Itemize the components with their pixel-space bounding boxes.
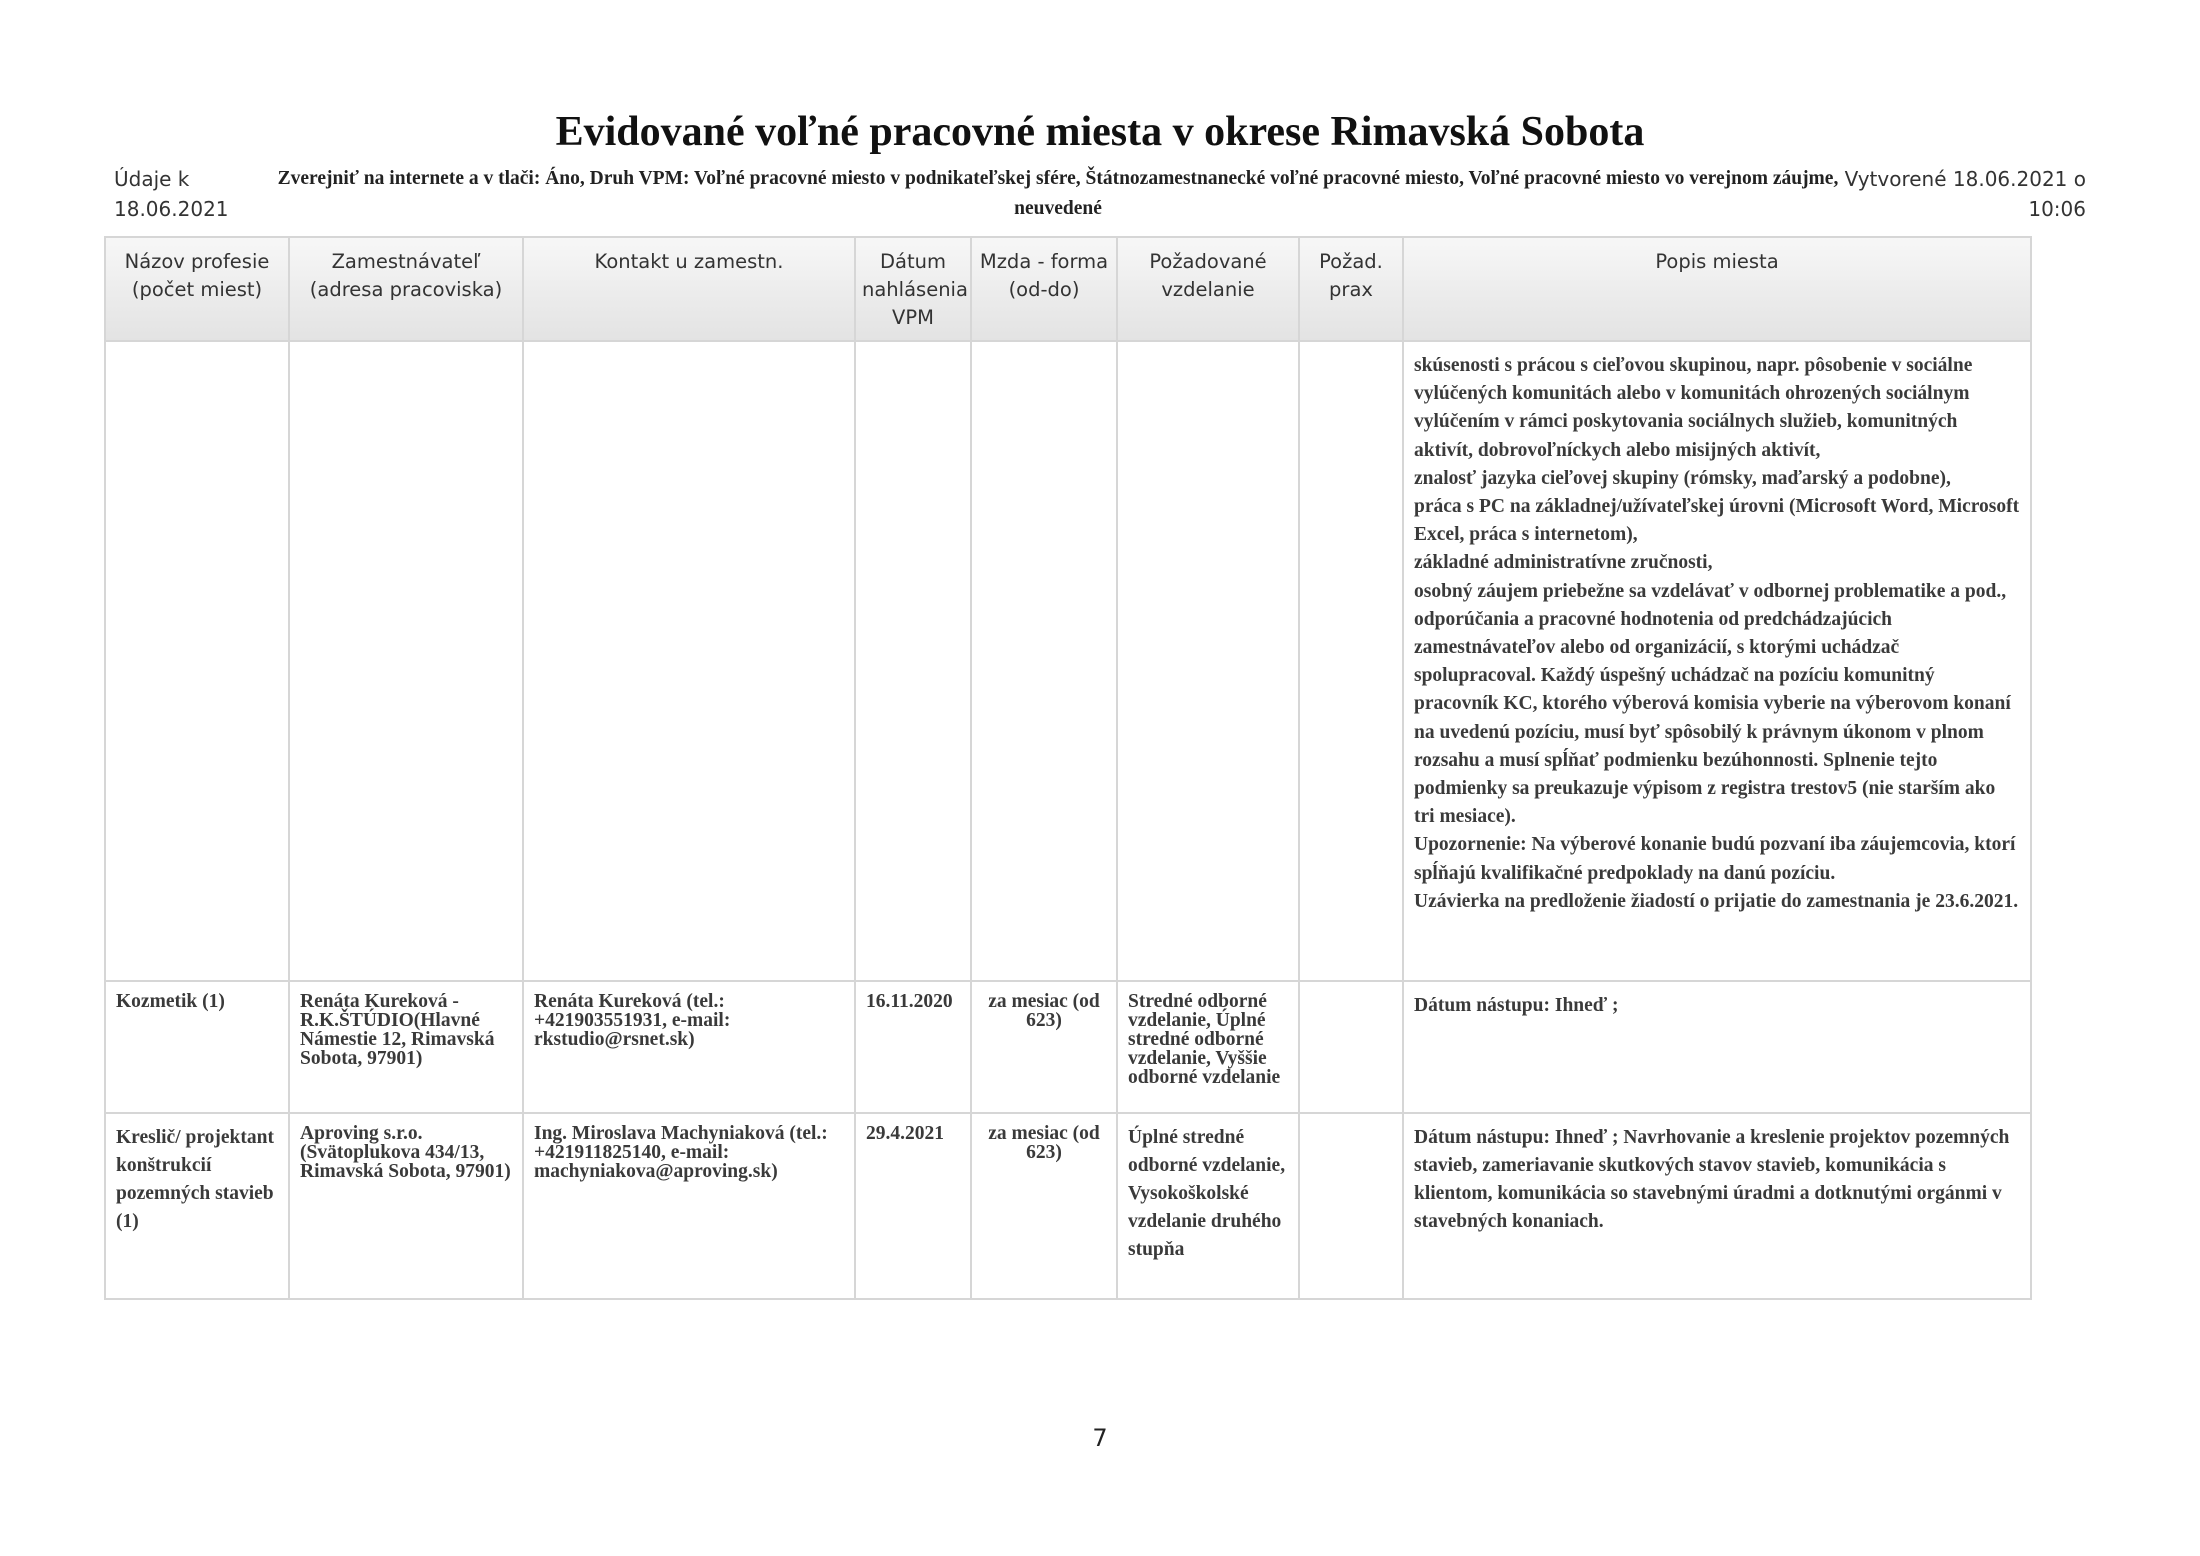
created-label: Vytvorené 18.06.2021 o: [1844, 167, 2086, 191]
table-row-continuation: [105, 341, 2031, 981]
cell-description-continuation: [1403, 341, 2031, 981]
desc-paragraph: Upozornenie: Na výberové konanie budú pozvaní iba záujemcovia, ktorí spĺňajú kvalifikačné predpoklady na danú pozíciu.: [1414, 834, 2016, 884]
cell-date: 16.11.2020: [855, 981, 971, 1113]
cell-education: Úplné stredné odborné vzdelanie, Vysokoškolské vzdelanie druhého stupňa: [1117, 1113, 1299, 1299]
data-as-of: [114, 164, 254, 224]
desc-paragraph: základné administratívne zručnosti,: [1414, 552, 1713, 574]
header-wage: Mzda - forma (od-do): [971, 237, 1117, 341]
cell-description: Dátum nástupu: Ihneď ;: [1403, 981, 2031, 1113]
cell-date: 29.4.2021: [855, 1113, 971, 1299]
cell-profession: Kozmetik (1): [105, 981, 289, 1113]
cell-empty: [289, 341, 523, 981]
header-description: Popis miesta: [1403, 237, 2031, 341]
vacancies-table: [104, 236, 2032, 1300]
filter-description: Zverejniť na internete a v tlači: Áno, Druh VPM: Voľné pracovné miesto v podnikateľskej sfére, Štátnozamestnanecké voľné pracovné miesto, Voľné pracovné miesto vo verejnom záujme, neuvedené: [277, 168, 1839, 219]
header-education: Požadované vzdelanie: [1117, 237, 1299, 341]
header-contact: Kontakt u zamestn.: [523, 237, 855, 341]
cell-empty: [1299, 341, 1403, 981]
header-date: Dátum nahlásenia VPM: [855, 237, 971, 341]
cell-empty: [1117, 341, 1299, 981]
desc-paragraph: práca s PC na základnej/užívateľskej úrovni (Microsoft Word, Microsoft Excel, práca s internetom),: [1414, 496, 2020, 546]
table-header-row: [105, 237, 2031, 341]
cell-empty: [971, 341, 1117, 981]
page-number: 7: [1092, 1424, 1108, 1452]
cell-empty: [523, 341, 855, 981]
cell-description: Dátum nástupu: Ihneď ; Navrhovanie a kreslenie projektov pozemných stavieb, zameriavanie skutkových stavov stavieb, komunikácia s klientom, komunikácia so stavebnými úradmi a dotknutými orgánmi v stavebných konaniach.: [1403, 1113, 2031, 1299]
cell-empty: [855, 341, 971, 981]
cell-wage: za mesiac (od 623): [971, 981, 1117, 1113]
cell-employer: Renáta Kureková - R.K.ŠTÚDIO(Hlavné Námestie 12, Rimavská Sobota, 97901): [289, 981, 523, 1113]
header-employer: Zamestnávateľ (adresa pracoviska): [289, 237, 523, 341]
created-time: 10:06: [2028, 197, 2086, 221]
cell-contact: Ing. Miroslava Machyniaková (tel.: +421911825140, e-mail: machyniakova@aproving.sk): [523, 1113, 855, 1299]
desc-paragraph: znalosť jazyka cieľovej skupiny (rómsky, maďarský a podobne),: [1414, 467, 1951, 489]
desc-paragraph: Uzávierka na predloženie žiadostí o prijatie do zamestnania je 23.6.2021.: [1414, 890, 2019, 912]
table-row: [105, 1113, 2031, 1299]
cell-wage: za mesiac (od 623): [971, 1113, 1117, 1299]
cell-profession: Kreslič/ projektant konštrukcií pozemných stavieb (1): [105, 1113, 289, 1299]
page-title: Evidované voľné pracovné miesta v okrese Rimavská Sobota: [555, 109, 1645, 155]
desc-paragraph: skúsenosti s prácou s cieľovou skupinou, napr. pôsobenie v sociálne vylúčených komunitách alebo v komunitách ohrozených sociálnym vylúčením v rámci poskytovania sociálnych služieb, komunitných aktivít, dobrovoľníckych alebo misijných aktivít,: [1414, 355, 1973, 461]
cell-practice: [1299, 1113, 1403, 1299]
created-info: [1826, 164, 2086, 224]
header-practice: Požad. prax: [1299, 237, 1403, 341]
cell-empty: [105, 341, 289, 981]
data-as-of-label: Údaje k: [114, 167, 190, 191]
desc-paragraph: osobný záujem priebežne sa vzdelávať v odbornej problematike a pod.,: [1414, 580, 2007, 602]
desc-paragraph: odporúčania a pracovné hodnotenia od predchádzajúcich zamestnávateľov alebo od organizácií, s ktorými uchádzač spolupracoval. Každý úspešný uchádzač na pozíciu komunitný pracovník KC, ktorého výberová komisia vyberie na výberovom konaní na uvedenú pozíciu, musí byť spôsobilý k právnym úkonom v plnom rozsahu a musí spĺňať podmienku bezúhonnosti. Splnenie tejto podmienky sa preukazuje výpisom z registra trestov5 (nie starším ako tri mesiace).: [1414, 608, 2011, 828]
data-as-of-date: 18.06.2021: [114, 197, 229, 221]
table-row: [105, 981, 2031, 1113]
header-profession: Názov profesie (počet miest): [105, 237, 289, 341]
cell-contact: Renáta Kureková (tel.: +421903551931, e-mail: rkstudio@rsnet.sk): [523, 981, 855, 1113]
cell-employer: Aproving s.r.o.(Svätoplukova 434/13, Rimavská Sobota, 97901): [289, 1113, 523, 1299]
cell-education: Stredné odborné vzdelanie, Úplné stredné odborné vzdelanie, Vyššie odborné vzdelanie: [1117, 981, 1299, 1113]
cell-practice: [1299, 981, 1403, 1113]
